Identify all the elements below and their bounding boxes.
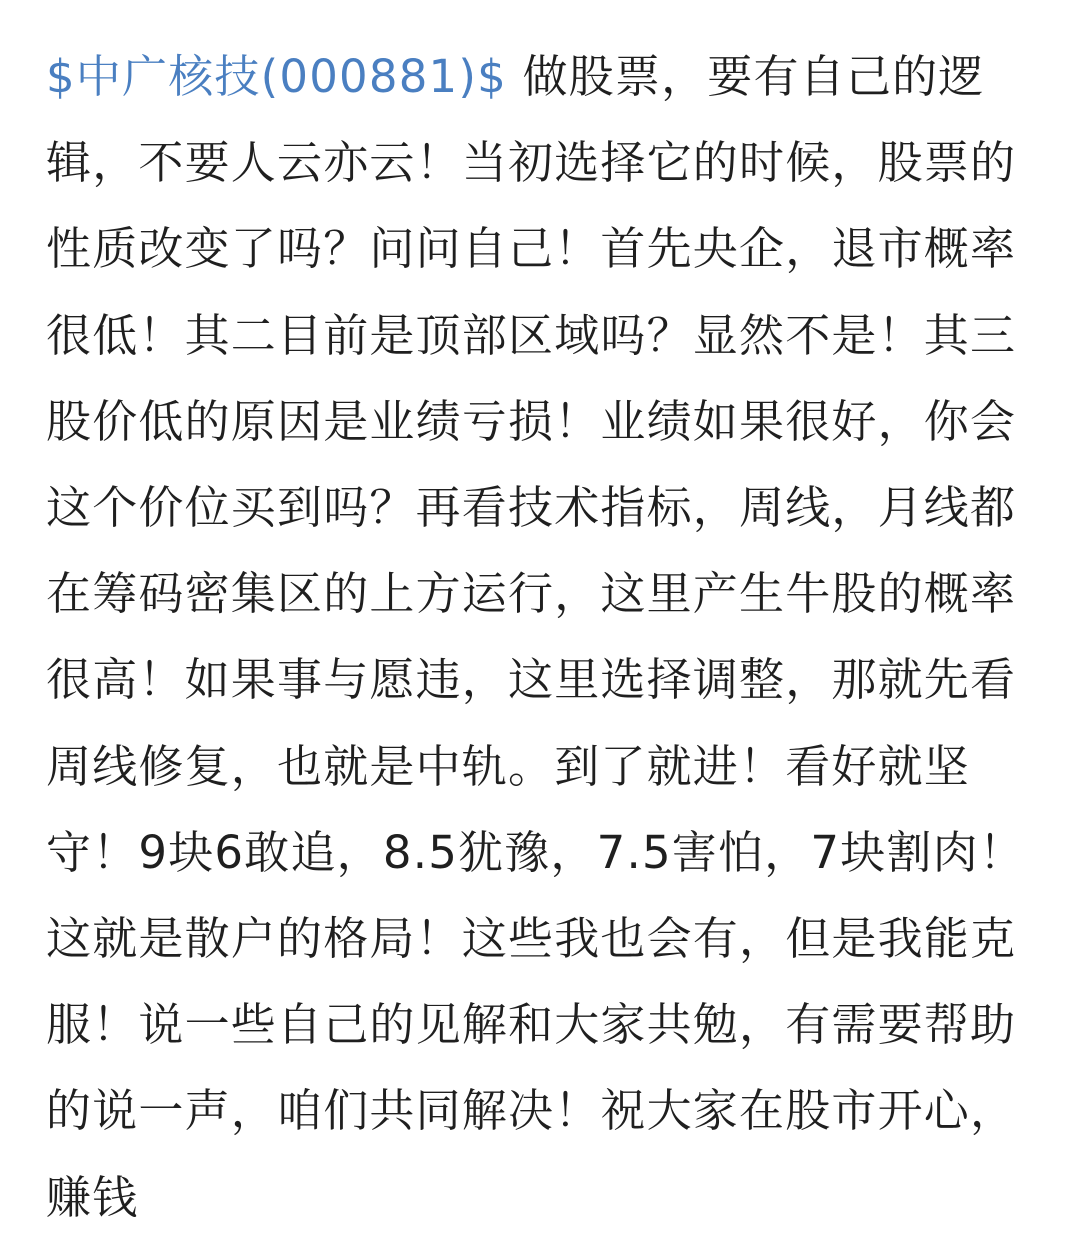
stock-tag-link[interactable]: $中广核技(000881)$ bbox=[46, 50, 507, 103]
post-content bbox=[46, 34, 1036, 1241]
post-body-text: 做股票，要有自己的逻辑，不要人云亦云！当初选择它的时候，股票的性质改变了吗？问问自己！首先央企，退市概率很低！其二目前是顶部区域吗？显然不是！其三股价低的原因是业绩亏损！业绩如果很好，你会这个价位买到吗？再看技术指标，周线，月线都在筹码密集区的上方运行，这里产生牛股的概率很高！如果事与愿违，这里选择调整，那就先看周线修复，也就是中轨。到了就进！看好就坚守！9块6敢追，8.5犹豫，7.5害怕，7块割肉！这就是散户的格局！这些我也会有，但是我能克服！说一些自己的见解和大家共勉，有需要帮助的说一声，咱们共同解决！祝大家在股市开心，赚钱 bbox=[46, 50, 1026, 1224]
